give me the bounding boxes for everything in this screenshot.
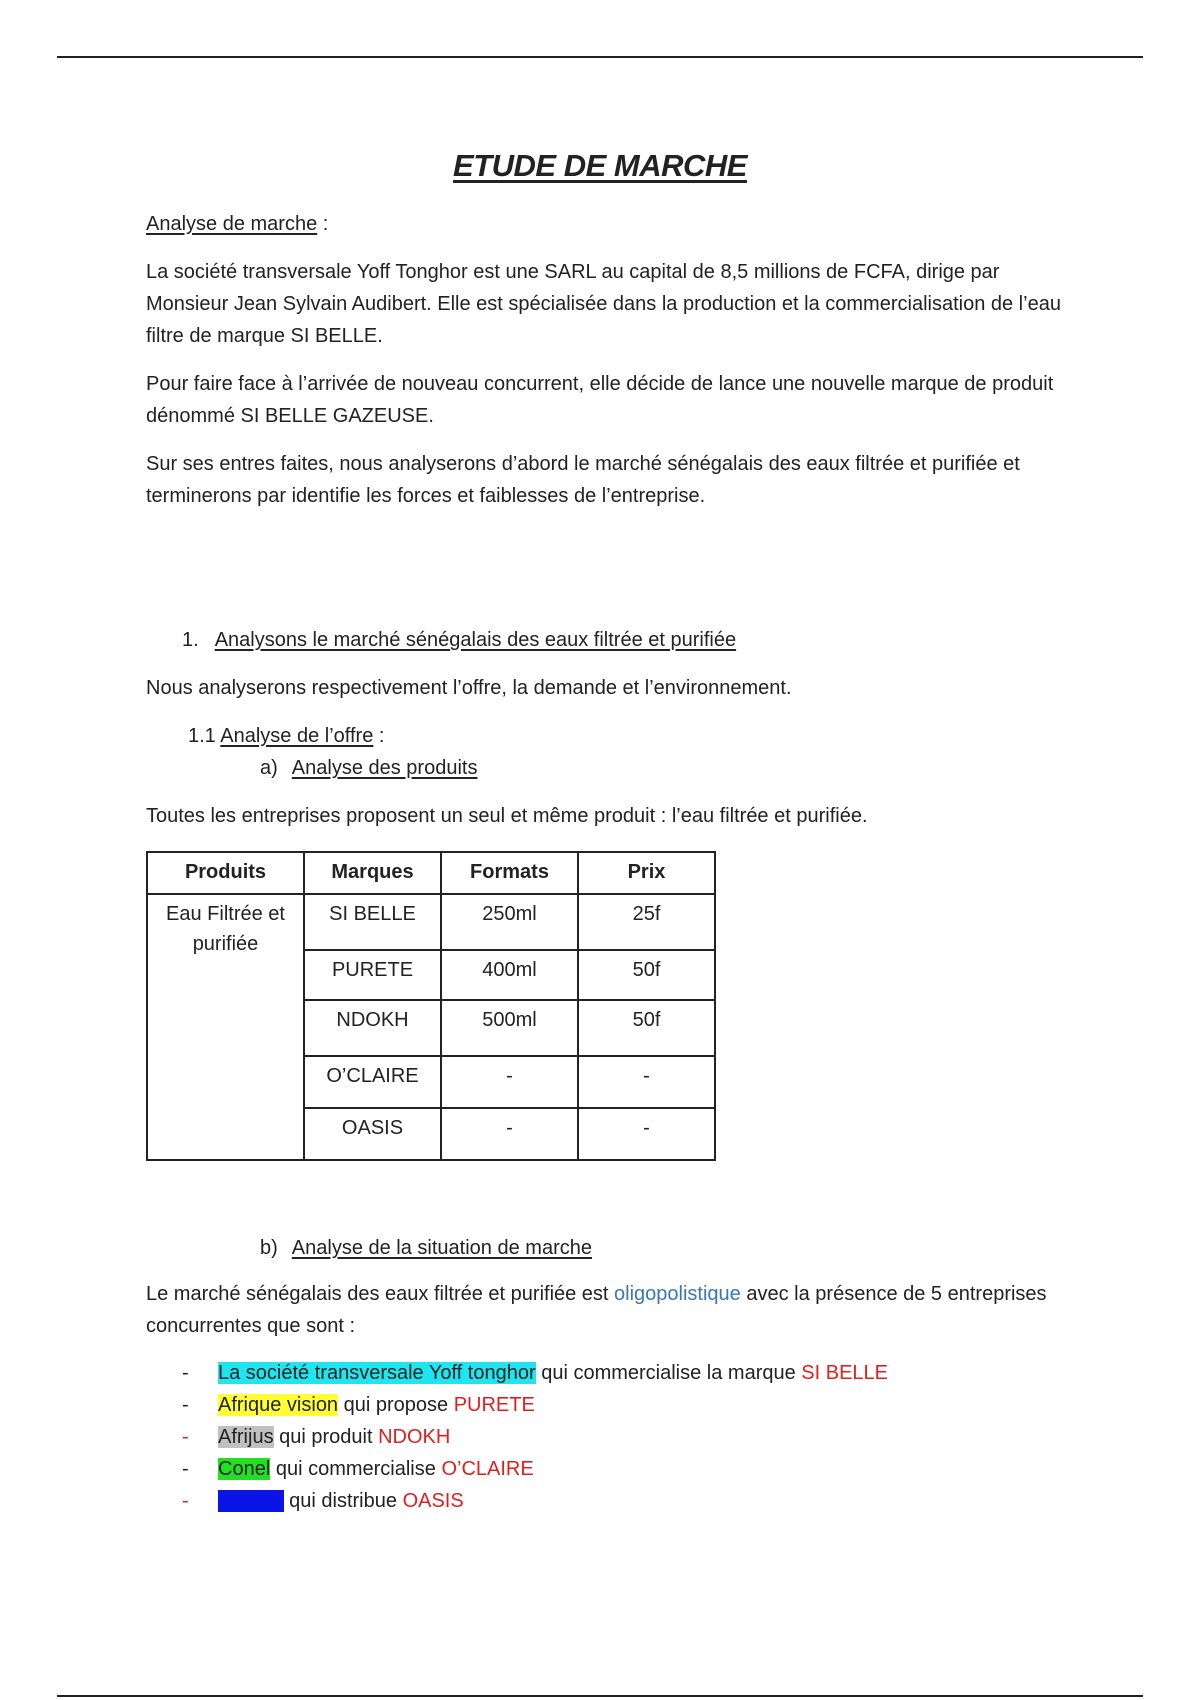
price-cell: -: [578, 1056, 715, 1108]
list-item: - La société transversale Yoff tonghor qui commercialise la marque SI BELLE: [182, 1362, 889, 1384]
format-cell: 500ml: [441, 1000, 578, 1056]
market-paragraph: Le marché sénégalais des eaux filtrée et purifiée est oligopolistique avec la présence de 5 entreprises concurrentes que sont :: [146, 1283, 1047, 1337]
table-row: [147, 894, 715, 950]
page-title: ETUDE DE MARCHE: [453, 148, 747, 183]
format-cell: 400ml: [441, 950, 578, 1000]
brand-cell: SI BELLE: [304, 894, 441, 950]
list-item: - Conel qui commercialise O’CLAIRE: [182, 1458, 534, 1480]
footer-rule: [57, 1695, 1143, 1697]
intro-heading: Analyse de marche :: [146, 213, 329, 235]
section-1-intro: Nous analyserons respectivement l’offre, la demande et l’environnement.: [146, 677, 792, 699]
table-header: Formats: [441, 852, 578, 894]
brand-cell: OASIS: [304, 1108, 441, 1160]
brand-name: OASIS: [402, 1490, 464, 1512]
price-cell: 50f: [578, 950, 715, 1000]
subsection-a-heading: a) Analyse des produits: [260, 757, 478, 779]
intro-paragraph-2: Pour faire face à l’arrivée de nouveau concurrent, elle décide de lance une nouvelle marque de produit dénommé SI BELLE GAZEUSE.: [146, 373, 1054, 427]
brand-cell: O’CLAIRE: [304, 1056, 441, 1108]
brand-cell: NDOKH: [304, 1000, 441, 1056]
competitors-list: [182, 1357, 888, 1517]
intro-paragraph-3: Sur ses entres faites, nous analyserons d’abord le marché sénégalais des eaux filtrée et purifiée et terminerons par identifie les forces et faiblesses de l’entreprise.: [146, 453, 1020, 507]
company-name: Afrijus: [218, 1426, 274, 1448]
table-header-row: [147, 852, 715, 894]
company-name: Conel: [218, 1458, 271, 1480]
oligopolistique-term: oligopolistique: [614, 1283, 741, 1305]
price-cell: 25f: [578, 894, 715, 950]
format-cell: -: [441, 1056, 578, 1108]
products-table: [146, 851, 716, 1161]
price-cell: -: [578, 1108, 715, 1160]
section-1-heading: 1. Analysons le marché sénégalais des eaux filtrée et purifiée: [182, 629, 737, 651]
format-cell: 250ml: [441, 894, 578, 950]
subsection-a-text: Toutes les entreprises proposent un seul et même produit : l’eau filtrée et purifiée.: [146, 805, 868, 827]
table-header: Marques: [304, 852, 441, 894]
brand-name: SI BELLE: [801, 1362, 889, 1384]
company-name: La société transversale Yoff tonghor: [218, 1362, 536, 1384]
table-header: Prix: [578, 852, 715, 894]
brand-name: O’CLAIRE: [441, 1458, 534, 1480]
intro-paragraph-1: La société transversale Yoff Tonghor est une SARL au capital de 8,5 millions de FCFA, dirige par Monsieur Jean Sylvain Audibert. Elle est spécialisée dans la production et la commercialisation de l’eau filtre de marque SI BELLE.: [146, 261, 1061, 347]
list-item: - Man sa qui distribue OASIS: [182, 1490, 464, 1512]
product-cell: Eau Filtrée et purifiée: [147, 894, 304, 1160]
format-cell: -: [441, 1108, 578, 1160]
subsection-b-heading: b) Analyse de la situation de marche: [260, 1237, 592, 1259]
brand-name: NDOKH: [378, 1426, 451, 1448]
list-item: - Afrique vision qui propose PURETE: [182, 1394, 535, 1416]
list-item: - Afrijus qui produit NDOKH: [182, 1426, 451, 1448]
table-header: Produits: [147, 852, 304, 894]
subsection-1-1-heading: 1.1 Analyse de l’offre :: [188, 725, 385, 747]
header-rule: [57, 56, 1143, 58]
price-cell: 50f: [578, 1000, 715, 1056]
brand-name: PURETE: [453, 1394, 535, 1416]
brand-cell: PURETE: [304, 950, 441, 1000]
company-name: Man sa: [218, 1490, 284, 1512]
company-name: Afrique vision: [218, 1394, 339, 1416]
